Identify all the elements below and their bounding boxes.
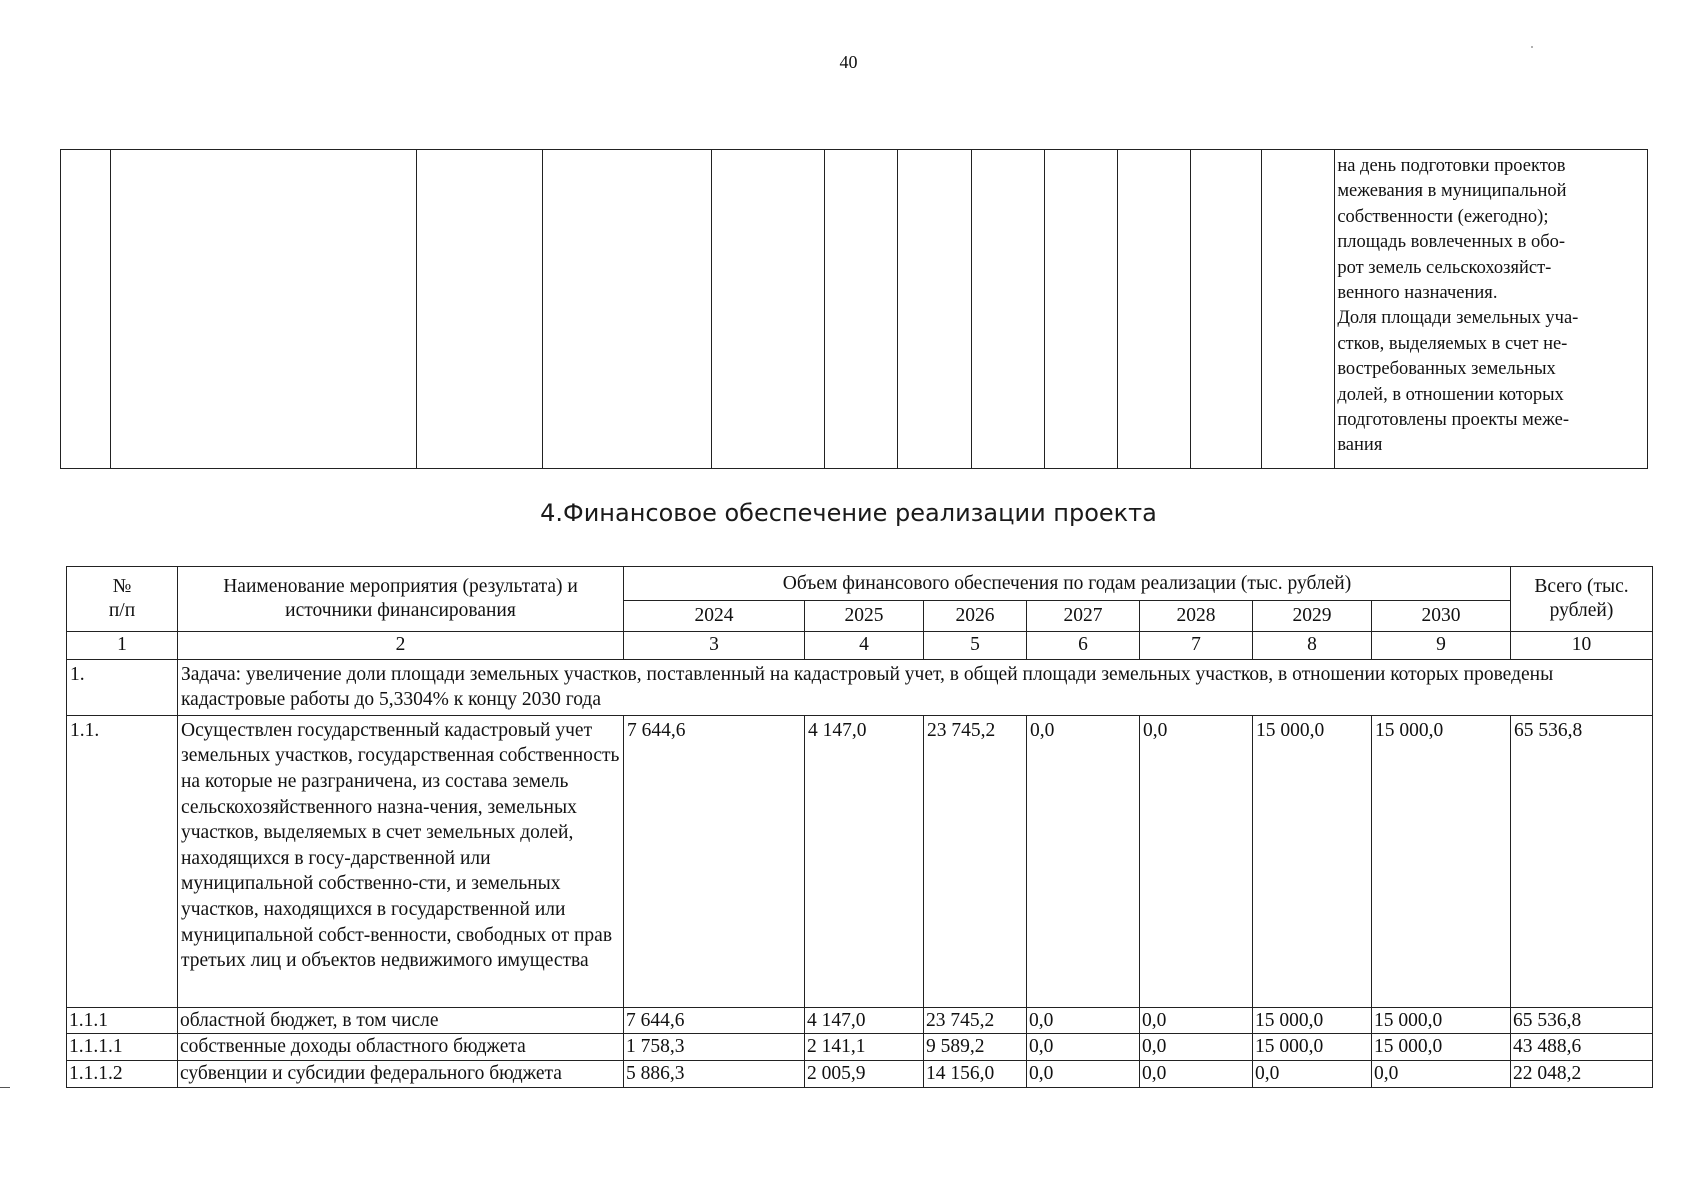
row-value: 0,0 <box>1027 715 1140 1007</box>
empty-cell <box>542 150 711 469</box>
row-num: 1.1.1 <box>67 1007 178 1034</box>
column-number: 10 <box>1511 631 1653 659</box>
column-number: 7 <box>1140 631 1253 659</box>
header-year: 2029 <box>1253 601 1372 632</box>
empty-cell <box>1044 150 1117 469</box>
row-num: 1.1. <box>67 715 178 1007</box>
row-value: 23 745,2 <box>924 1007 1027 1034</box>
header-year: 2030 <box>1372 601 1511 632</box>
row-total: 65 536,8 <box>1511 1007 1653 1034</box>
row-value: 15 000,0 <box>1372 715 1511 1007</box>
row-value: 0,0 <box>1140 715 1253 1007</box>
empty-cell <box>825 150 898 469</box>
header-year: 2025 <box>805 601 924 632</box>
task-text: Задача: увеличение доли площади земельных участков, поставленный на кадастровый учет, в общей площади земельных участков, в отношении которых проведены кадастровые работы до 5,3304% к концу 2030 года <box>178 659 1653 715</box>
row-num: 1.1.1.1 <box>67 1034 178 1061</box>
empty-cell <box>712 150 825 469</box>
margin-mark <box>0 1087 10 1088</box>
row-value: 23 745,2 <box>924 715 1027 1007</box>
row-value: 9 589,2 <box>924 1034 1027 1061</box>
row-value: 15 000,0 <box>1372 1034 1511 1061</box>
task-row <box>67 659 1653 715</box>
header-total: Всего (тыс. рублей) <box>1511 567 1653 632</box>
table-row <box>67 1007 1653 1034</box>
page-number: 40 <box>839 52 858 72</box>
empty-cell <box>1117 150 1190 469</box>
empty-cell <box>1262 150 1335 469</box>
continuation-row <box>61 150 1648 469</box>
header-year: 2027 <box>1027 601 1140 632</box>
row-value: 2 005,9 <box>805 1060 924 1087</box>
empty-cell <box>898 150 971 469</box>
scan-speck <box>1531 46 1533 48</box>
header-year: 2024 <box>624 601 805 632</box>
row-value: 1 758,3 <box>624 1034 805 1061</box>
table-row <box>67 1060 1653 1087</box>
row-total: 43 488,6 <box>1511 1034 1653 1061</box>
column-number: 3 <box>624 631 805 659</box>
column-number-row <box>67 631 1653 659</box>
indicator-text: на день подготовки проектов межевания в муниципальной собственности (ежегодно); площадь вовлеченных в обо- рот земель сельскохозяйст- венного назначения. Доля площади земельных уча- стков, выделяемых в счет не- востребованных земельных долей, в отношении которых подготовлены проекты меже- вания <box>1335 150 1648 469</box>
row-value: 7 644,6 <box>624 715 805 1007</box>
row-value: 5 886,3 <box>624 1060 805 1087</box>
row-value: 0,0 <box>1140 1007 1253 1034</box>
header-volume: Объем финансового обеспечения по годам реализации (тыс. рублей) <box>624 567 1511 601</box>
column-number: 2 <box>178 631 624 659</box>
row-value: 0,0 <box>1140 1060 1253 1087</box>
row-name: субвенции и субсидии федерального бюджета <box>178 1060 624 1087</box>
column-number: 1 <box>67 631 178 659</box>
task-num: 1. <box>67 659 178 715</box>
row-value: 15 000,0 <box>1253 715 1372 1007</box>
table-row <box>67 1034 1653 1061</box>
column-number: 8 <box>1253 631 1372 659</box>
row-value: 7 644,6 <box>624 1007 805 1034</box>
column-number: 6 <box>1027 631 1140 659</box>
continuation-table <box>60 149 1648 469</box>
row-total: 22 048,2 <box>1511 1060 1653 1087</box>
empty-cell <box>417 150 542 469</box>
finance-table <box>66 566 1653 1088</box>
column-number: 9 <box>1372 631 1511 659</box>
row-num: 1.1.1.2 <box>67 1060 178 1087</box>
row-value: 14 156,0 <box>924 1060 1027 1087</box>
header-year: 2026 <box>924 601 1027 632</box>
row-value: 0,0 <box>1253 1060 1372 1087</box>
header-year: 2028 <box>1140 601 1253 632</box>
row-value: 4 147,0 <box>805 1007 924 1034</box>
row-name: собственные доходы областного бюджета <box>178 1034 624 1061</box>
header-row <box>67 567 1653 601</box>
row-total: 65 536,8 <box>1511 715 1653 1007</box>
row-value: 4 147,0 <box>805 715 924 1007</box>
row-value: 0,0 <box>1140 1034 1253 1061</box>
header-name: Наименование мероприятия (результата) и источники финансирования <box>178 567 624 632</box>
header-num: № п/п <box>67 567 178 632</box>
row-value: 0,0 <box>1027 1060 1140 1087</box>
row-value: 0,0 <box>1027 1034 1140 1061</box>
empty-cell <box>111 150 417 469</box>
empty-cell <box>61 150 111 469</box>
row-value: 15 000,0 <box>1253 1007 1372 1034</box>
empty-cell <box>971 150 1044 469</box>
row-value: 0,0 <box>1372 1060 1511 1087</box>
column-number: 4 <box>805 631 924 659</box>
row-value: 15 000,0 <box>1253 1034 1372 1061</box>
row-value: 2 141,1 <box>805 1034 924 1061</box>
row-name: Осуществлен государственный кадастровый учет земельных участков, государственная собственность на которые не разграничена, из состава земель сельскохозяйственного назна-чения, земельных участков, выделяемых в счет земельных долей, находящихся в госу-дарственной или муниципальной собственно-сти, и земельных участков, находящихся в государственной или муниципальной собст-венности, свободных от прав третьих лиц и объектов недвижимого имущества <box>178 715 624 1007</box>
row-name: областной бюджет, в том числе <box>178 1007 624 1034</box>
row-value: 0,0 <box>1027 1007 1140 1034</box>
table-row <box>67 715 1653 1007</box>
column-number: 5 <box>924 631 1027 659</box>
empty-cell <box>1191 150 1262 469</box>
row-value: 15 000,0 <box>1372 1007 1511 1034</box>
section-title: 4.Финансовое обеспечение реализации проекта <box>540 499 1157 527</box>
